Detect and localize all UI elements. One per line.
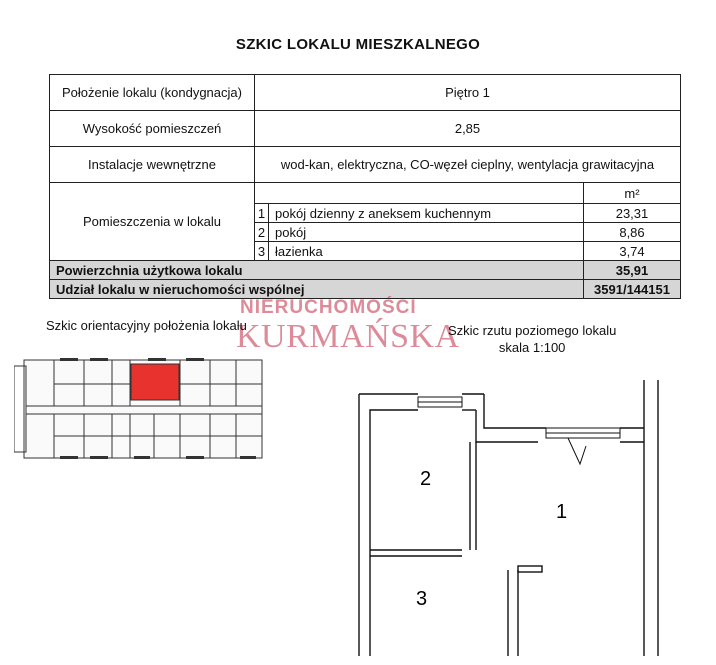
apartment-floor-plan [358, 380, 666, 660]
plan-wall-mid-outer [484, 394, 546, 428]
plan-wall-stub [518, 566, 542, 572]
watermark-logo: KURMAŃSKA [236, 318, 460, 355]
room-name: pokój dzienny z aneksem kuchennym [269, 204, 584, 223]
floor-label: Położenie lokalu (kondygnacja) [50, 75, 255, 111]
table-row [50, 261, 681, 280]
plan-wall-mid [476, 410, 538, 442]
window-opening-mark [568, 438, 586, 464]
table-row [50, 147, 681, 183]
empty-cell [255, 183, 584, 204]
installations-value: wod-kan, elektryczna, CO-węzeł cieplny, wentylacja grawitacyjna [255, 147, 681, 183]
document-title: SZKIC LOKALU MIESZKALNEGO [235, 36, 481, 53]
room-number: 2 [255, 223, 269, 242]
plan-wall-left [370, 410, 418, 656]
watermark-top: NIERUCHOMOŚCI [240, 297, 417, 318]
highlighted-apartment [131, 364, 179, 400]
apartment-info-table [49, 74, 681, 299]
usable-area-label: Powierzchnia użytkowa lokalu [50, 261, 584, 280]
plan-room-number: 3 [416, 588, 428, 610]
height-value: 2,85 [255, 111, 681, 147]
floorplan-scale: skala 1:100 [498, 340, 566, 355]
room-name: pokój [269, 223, 584, 242]
installations-label: Instalacje wewnętrzne [50, 147, 255, 183]
plan-room-number: 1 [556, 501, 568, 523]
table-row [50, 111, 681, 147]
room-area: 8,86 [584, 223, 681, 242]
floor-value: Piętro 1 [255, 75, 681, 111]
usable-area-value: 35,91 [584, 261, 681, 280]
height-label: Wysokość pomieszczeń [50, 111, 255, 147]
table-row [50, 75, 681, 111]
rooms-label: Pomieszczenia w lokalu [50, 183, 255, 261]
plan-room-number: 2 [420, 468, 432, 490]
share-value: 3591/144151 [584, 280, 681, 299]
floorplan-label [448, 322, 616, 356]
room-area: 23,31 [584, 204, 681, 223]
room-number: 1 [255, 204, 269, 223]
unit-label: m² [584, 183, 681, 204]
table-row [50, 280, 681, 299]
share-label: Udział lokalu w nieruchomości wspólnej [50, 280, 584, 299]
room-name: łazienka [269, 242, 584, 261]
location-sketch-label: Szkic orientacyjny położenia lokalu [46, 318, 247, 333]
table-row [50, 183, 681, 204]
room-area: 3,74 [584, 242, 681, 261]
room-number: 3 [255, 242, 269, 261]
building-location-sketch [14, 356, 266, 462]
floorplan-label-title: Szkic rzutu poziomego lokalu [448, 323, 617, 338]
